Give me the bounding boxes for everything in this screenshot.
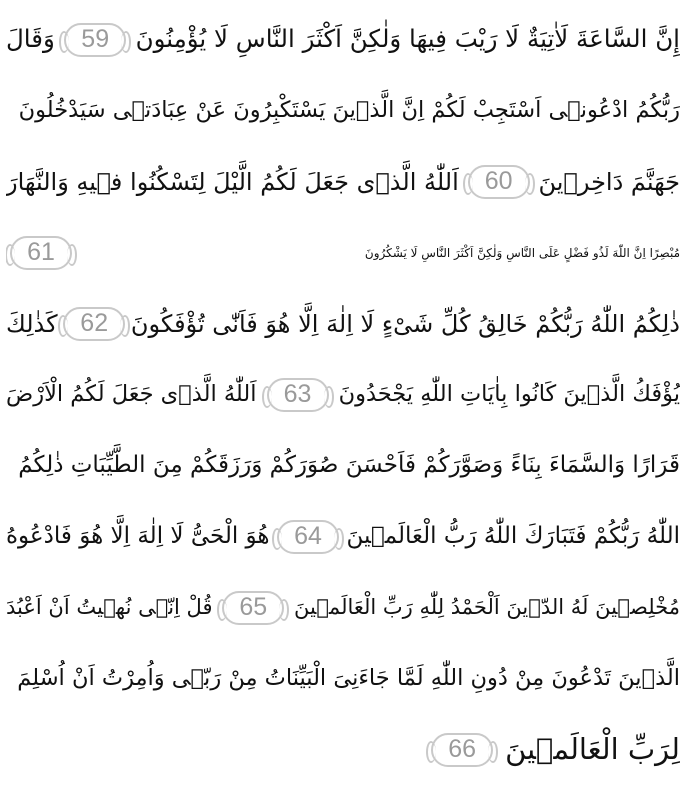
verse-line-6 [6,359,680,430]
ayah-number: 60 [484,167,513,195]
verse-text: اَللّٰهُ الَّذٖى جَعَلَ لَكُمُ الْاَرْضَ [6,381,257,408]
verse-line-10 [6,643,680,714]
ayah-number: 61 [27,238,55,266]
verse-line-8 [6,501,680,572]
verse-text: ذٰلِكُمُ اللّٰهُ رَبُّكُمْ خَالِقُ كُلِّ شَیْءٍ لَا اِلٰهَ اِلَّا هُوَ فَاَنّٰى تُؤْفَكُونَ [130,309,680,338]
ayah-number-marker [267,378,329,412]
verse-text: قُلْ اِنّٖى نُهٖيتُ اَنْ اَعْبُدَ [6,595,213,619]
verse-text: إِنَّ السَّاعَةَ لَاٰتِيَةٌ لَا رَيْبَ فِيهَا وَلٰكِنَّ اَكْثَرَ النَّاسِ لَا يُؤْمِنُونَ [135,24,680,54]
verse-line-5 [6,288,680,359]
ayah-number-marker [277,520,339,554]
verse-text: قَرَارًا وَالسَّمَاءَ بِنَاءً وَصَوَّرَكُمْ فَاَحْسَنَ صُوَرَكُمْ وَرَزَقَكُمْ مِنَ الطَّيِّبَاتِ ذٰلِكُمُ [18,452,680,478]
verse-line-11 [6,714,680,785]
verse-line-7 [6,430,680,501]
verse-line-3 [6,146,680,217]
verse-text: هُوَ الْحَیُّ لَا اِلٰهَ اِلَّا هُوَ فَادْعُوهُ [6,523,270,549]
verse-text: لِرَبِّ الْعَالَمٖينَ [505,732,680,766]
verse-text: كَذٰلِكَ [6,309,58,338]
ayah-number: 62 [80,309,109,337]
verse-line-9 [6,572,680,643]
verse-text: اَللّٰهُ الَّذٖى جَعَلَ لَكُمُ الَّيْلَ لِتَسْكُنُوا فٖيهِ وَالنَّهَارَ [6,167,459,196]
ayah-number-marker [10,236,72,270]
verse-text: رَبُّكُمُ ادْعُونٖى اَسْتَجِبْ لَكُمْ اِنَّ الَّذٖينَ يَسْتَكْبِرُونَ عَنْ عِبَادَتٖى سَيَدْخُلُونَ [18,97,680,124]
ayah-number: 63 [283,380,312,408]
ayah-number-marker [222,591,284,625]
verse-text: الَّذٖينَ تَدْعُونَ مِنْ دُونِ اللّٰهِ لَمَّا جَاءَنِىَ الْبَيِّنَاتُ مِنْ رَبّٖى وَاُمِرْتُ اَنْ اُسْلِمَ [17,665,680,692]
verse-line-2 [6,75,680,146]
verse-text: يُؤْفَكُ الَّذٖينَ كَانُوا بِاٰيَاتِ اللّٰهِ يَجْحَدُونَ [338,381,680,408]
ayah-number: 66 [448,735,476,763]
ayah-number: 64 [294,522,322,550]
verse-text: وَقَالَ [6,24,55,54]
ayah-number: 59 [81,25,110,53]
ayah-number-marker [431,733,493,767]
verse-text: جَهَنَّمَ دَاخِرٖينَ [538,167,680,196]
ayah-number-marker [64,23,126,57]
ayah-number-marker [63,307,125,341]
verse-text: اللّٰهُ رَبُّكُمْ فَتَبَارَكَ اللّٰهُ رَبُّ الْعَالَمٖينَ [346,523,680,549]
verse-text: مُخْلِصٖينَ لَهُ الدّٖينَ اَلْحَمْدُ لِلّٰهِ رَبِّ الْعَالَمٖينَ [294,595,680,619]
verse-line-4 [6,217,680,288]
ayah-number-marker [468,165,530,199]
ayah-number: 65 [239,593,268,621]
verse-line-1 [6,4,680,75]
verse-text: مُبْصِرًا اِنَّ اللّٰهَ لَذُو فَضْلٍ عَلَى النَّاسِ وَلٰكِنَّ اَكْثَرَ النَّاسِ لَا يَشْكُرُونَ [364,245,680,260]
